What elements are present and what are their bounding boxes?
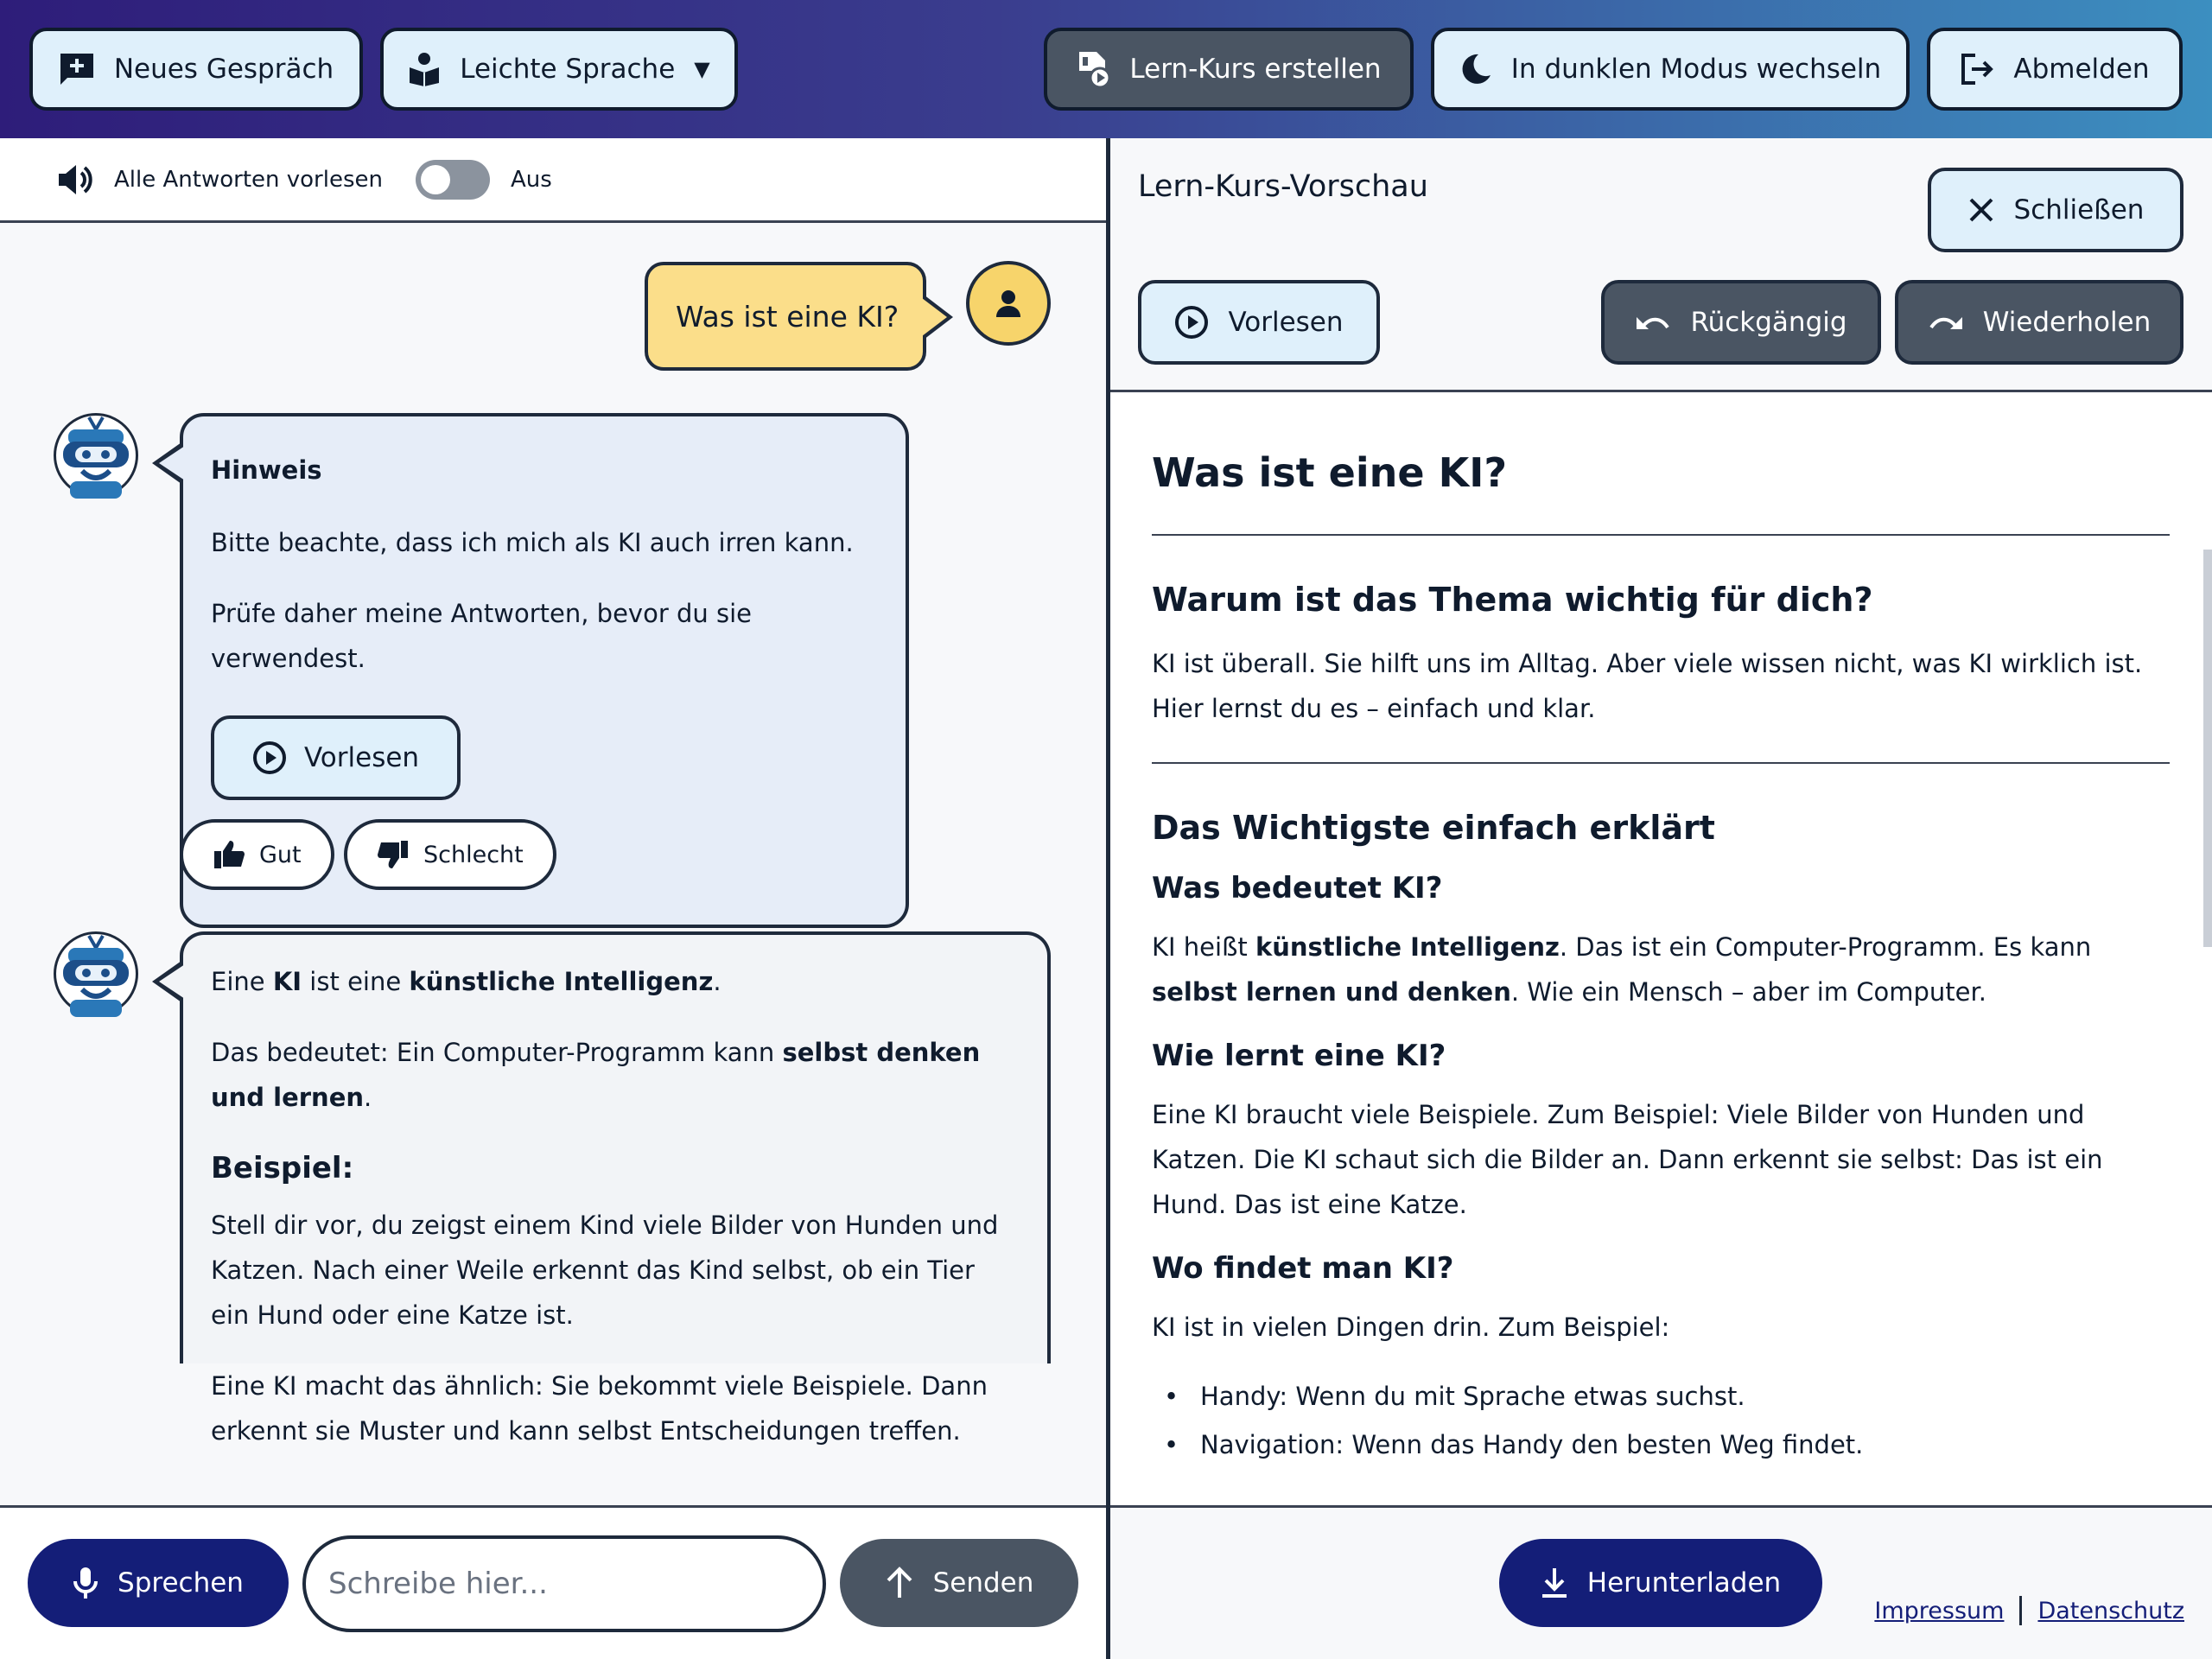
reading-person-icon — [408, 52, 441, 86]
answer-message — [180, 931, 1051, 1446]
toggle-knob — [421, 165, 450, 194]
imprint-link[interactable]: Impressum — [1874, 1597, 2005, 1624]
user-avatar — [966, 261, 1051, 346]
question-heading-where: Wo findet man KI? — [1152, 1251, 1454, 1286]
rate-bad-label: Schlecht — [423, 841, 524, 868]
redo-icon — [1928, 310, 1964, 334]
answer-example-heading: Beispiel: — [211, 1151, 354, 1185]
answer-paragraph-3: Stell dir vor, du zeigst einem Kind viele Bilder von Hunden und Katzen. Nach einer Weile erkennt das Kind selbst, ob ein Tier ein Hund oder eine Katze ist. — [211, 1211, 999, 1330]
read-all-bar — [0, 138, 1106, 223]
easy-language-label: Leichte Sprache — [460, 54, 676, 85]
logout-label: Abmelden — [2013, 54, 2150, 85]
send-label: Senden — [932, 1567, 1034, 1599]
hint-text-2: Prüfe daher meine Antworten, bevor du sie verwendest. — [211, 599, 752, 673]
rate-good-label: Gut — [259, 841, 302, 868]
preview-read-button[interactable] — [1138, 280, 1380, 365]
course-content — [1152, 423, 2170, 1469]
bot-avatar — [54, 931, 138, 1016]
message-input[interactable] — [302, 1535, 826, 1632]
chat-panel — [0, 138, 1106, 1659]
close-label: Schließen — [2013, 194, 2145, 226]
hint-text-1: Bitte beachte, dass ich mich als KI auch irren kann. — [211, 528, 854, 557]
undo-label: Rückgängig — [1690, 307, 1847, 338]
example-list — [1164, 1372, 2170, 1469]
speak-button[interactable] — [28, 1539, 289, 1627]
new-chat-label: Neues Gespräch — [113, 54, 334, 85]
preview-scrollbar[interactable] — [2203, 550, 2212, 947]
bot-avatar — [54, 413, 138, 498]
thumbs-up-icon — [213, 839, 245, 870]
answer-paragraph-1: Eine KI ist eine künstliche Intelligenz. — [211, 967, 721, 996]
send-button[interactable] — [840, 1539, 1078, 1627]
thumbs-down-icon — [377, 839, 410, 870]
download-button[interactable] — [1499, 1539, 1822, 1627]
easy-language-dropdown[interactable] — [380, 28, 738, 111]
play-circle-icon — [1174, 305, 1209, 340]
moon-icon — [1459, 53, 1492, 86]
read-all-state: Aus — [510, 166, 552, 193]
robot-icon — [56, 934, 136, 1014]
redo-label: Wiederholen — [1982, 307, 2152, 338]
course-title: Was ist eine KI? — [1152, 449, 1508, 496]
logout-button[interactable] — [1927, 28, 2183, 111]
person-icon — [993, 288, 1024, 319]
microphone-icon — [73, 1566, 99, 1600]
speaker-icon — [57, 163, 93, 196]
preview-title: Lern-Kurs-Vorschau — [1138, 169, 1428, 204]
download-icon — [1541, 1567, 1568, 1599]
question-heading-meaning: Was bedeutet KI? — [1152, 871, 1443, 906]
robot-icon — [56, 416, 136, 495]
section-text-why: KI ist überall. Sie hilft uns im Alltag. Aber viele wissen nicht, was KI wirklich ist. Hier lernst du es – einfach und klar. — [1152, 649, 2143, 723]
question-heading-learning: Wie lernt eine KI? — [1152, 1039, 1446, 1073]
hint-title: Hinweis — [211, 455, 322, 485]
list-item: • Handy: Wenn du mit Sprache etwas suchst. — [1164, 1372, 2170, 1421]
divider — [1152, 762, 2170, 764]
preview-footer — [1110, 1505, 2212, 1659]
create-course-label: Lern-Kurs erstellen — [1129, 54, 1382, 85]
logout-icon — [1960, 53, 1994, 86]
play-circle-icon — [252, 741, 287, 775]
read-all-toggle[interactable] — [416, 160, 490, 200]
top-bar — [0, 0, 2212, 138]
preview-read-label: Vorlesen — [1228, 307, 1344, 338]
question-text-where: KI ist in vielen Dingen drin. Zum Beispiel: — [1152, 1313, 1670, 1342]
footer-links — [1874, 1596, 2184, 1625]
link-separator — [2019, 1596, 2022, 1625]
question-text-meaning: KI heißt künstliche Intelligenz. Das ist ein Computer-Programm. Es kann selbst lernen und denken. Wie ein Mensch – aber im Computer. — [1152, 932, 2092, 1007]
course-play-icon — [1076, 50, 1110, 88]
dark-mode-button[interactable] — [1431, 28, 1910, 111]
redo-button[interactable] — [1895, 280, 2183, 365]
section-heading-basics: Das Wichtigste einfach erklärt — [1152, 809, 1715, 847]
download-label: Herunterladen — [1586, 1567, 1782, 1599]
answer-paragraph-2: Das bedeutet: Ein Computer-Programm kann selbst denken und lernen. — [211, 1038, 981, 1112]
undo-icon — [1635, 310, 1671, 334]
answer-paragraph-4: Eine KI macht das ähnlich: Sie bekommt viele Beispiele. Dann erkennt sie Muster und kann selbst Entscheidungen treffen. — [211, 1371, 988, 1446]
speak-label: Sprechen — [118, 1567, 244, 1599]
section-heading-why: Warum ist das Thema wichtig für dich? — [1152, 581, 1873, 619]
rate-good-button[interactable] — [180, 819, 334, 890]
list-item: • Navigation: Wenn das Handy den besten Weg findet. — [1164, 1421, 2170, 1469]
read-all-label: Alle Antworten vorlesen — [114, 166, 383, 193]
undo-button[interactable] — [1601, 280, 1881, 365]
arrow-up-icon — [885, 1567, 914, 1599]
hint-read-label: Vorlesen — [304, 742, 420, 773]
composer — [0, 1505, 1106, 1659]
chevron-down-icon: ▼ — [694, 57, 710, 81]
rate-bad-button[interactable] — [344, 819, 556, 890]
dark-mode-label: In dunklen Modus wechseln — [1510, 54, 1882, 85]
create-course-button[interactable] — [1044, 28, 1414, 111]
course-preview-panel — [1110, 138, 2212, 1659]
question-text-learning: Eine KI braucht viele Beispiele. Zum Beispiel: Viele Bilder von Hunden und Katzen. Die KI schaut sich die Bilder an. Dann erkennt sie selbst: Das ist ein Hund. Das ist eine Katze. — [1152, 1100, 2103, 1219]
add-chat-icon — [59, 52, 95, 86]
message-input-placeholder: Schreibe hier... — [328, 1567, 548, 1601]
close-preview-button[interactable] — [1928, 168, 2183, 252]
new-chat-button[interactable] — [29, 28, 363, 111]
divider — [1152, 534, 2170, 536]
hint-read-button[interactable] — [211, 715, 461, 800]
preview-header — [1110, 138, 2212, 392]
close-icon — [1967, 196, 1995, 224]
user-message — [645, 262, 926, 371]
user-message-text: Was ist eine KI? — [676, 299, 899, 334]
privacy-link[interactable]: Datenschutz — [2037, 1597, 2184, 1624]
